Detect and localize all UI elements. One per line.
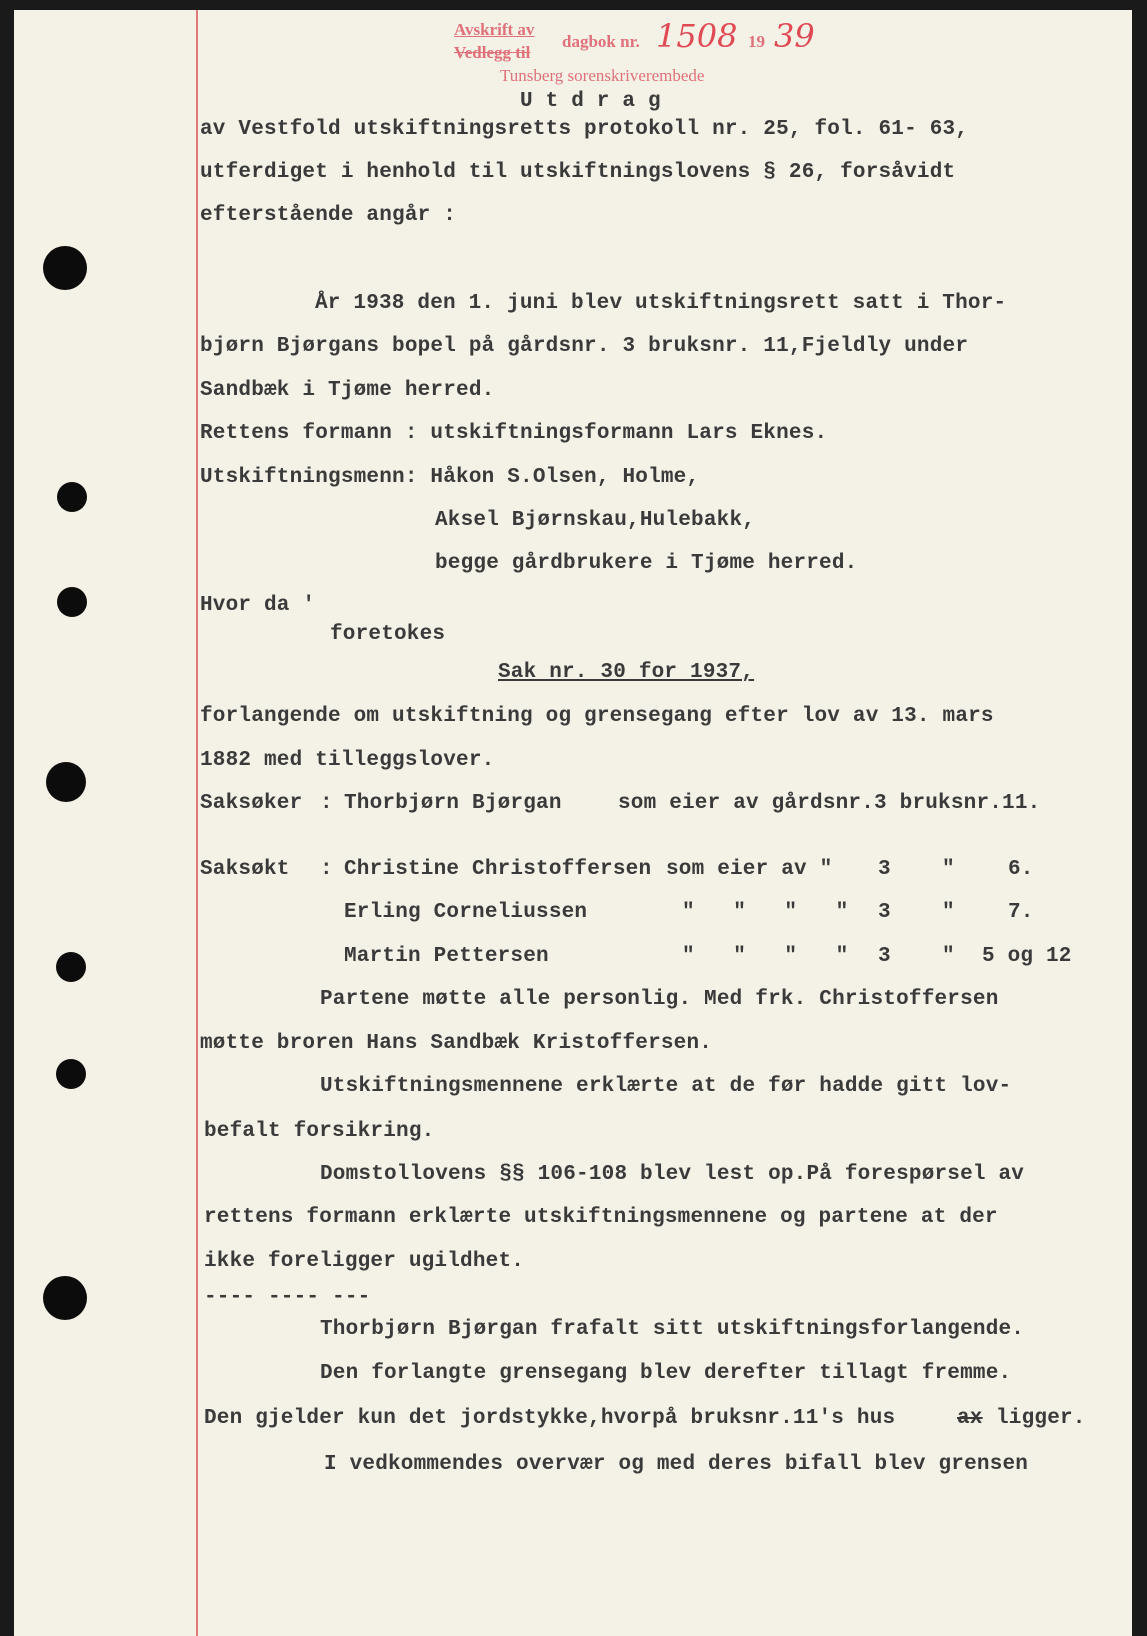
separator: :	[320, 792, 333, 815]
body-line: rettens formann erklærte utskiftningsmennene og partene at der	[204, 1206, 998, 1229]
stamp-copy-of: Avskrift av	[454, 20, 535, 39]
ditto-mark: "	[942, 945, 955, 968]
defendant-gnr: 3	[878, 858, 891, 881]
plaintiff-name: Thorbjørn Bjørgan	[344, 792, 562, 815]
year-suffix: 39	[774, 17, 815, 55]
defendant-owns: som eier av "	[666, 858, 833, 881]
year-prefix: 19	[748, 32, 765, 51]
stamp-office: Tunsberg sorenskriverembede	[500, 66, 705, 85]
stamp-journal-label: dagbok nr.	[562, 32, 640, 51]
body-line: Den gjelder kun det jordstykke,hvorpå bruksnr.11's hus	[204, 1407, 896, 1430]
body-line: møtte broren Hans Sandbæk Kristoffersen.	[200, 1032, 713, 1055]
punch-hole	[43, 1276, 87, 1320]
punch-hole	[57, 587, 87, 617]
struck-text: ax	[957, 1407, 983, 1430]
body-line: Thorbjørn Bjørgan frafalt sitt utskiftningsforlangende.	[320, 1318, 1025, 1341]
separator: :	[320, 858, 333, 881]
body-line: Domstollovens §§ 106-108 blev lest op.På forespørsel av	[320, 1163, 1025, 1186]
case-desc-line: forlangende om utskiftning og grensegang efter lov av 13. mars	[200, 705, 994, 728]
intro-line: efterstående angår :	[200, 204, 457, 227]
journal-number: 1508	[656, 17, 738, 55]
defendant-name: Martin Pettersen	[344, 945, 549, 968]
margin-line	[196, 10, 198, 1636]
punch-hole	[43, 246, 87, 290]
held-line: foretokes	[330, 623, 446, 646]
defendant-name: Christine Christoffersen	[344, 858, 652, 881]
members-line: begge gårdbrukere i Tjøme herred.	[435, 552, 858, 575]
defendant-bnr: 5 og 12	[982, 945, 1072, 968]
meeting-line: År 1938 den 1. juni blev utskiftningsrett satt i Thor-	[315, 292, 1007, 315]
document-title: U t d r a g	[520, 90, 661, 113]
body-line: Partene møtte alle personlig. Med frk. Christoffersen	[320, 988, 999, 1011]
defendant-bnr: 7.	[1008, 901, 1034, 924]
meeting-line: bjørn Bjørgans bopel på gårdsnr. 3 bruksnr. 11,Fjeldly under	[200, 335, 969, 358]
defendant-owns: " " " "	[682, 945, 849, 968]
document-page	[14, 10, 1132, 1636]
body-line: I vedkommendes overvær og med deres bifall blev grensen	[324, 1453, 1029, 1476]
plaintiff-label: Saksøker	[200, 792, 303, 815]
plaintiff-property: som eier av gårdsnr.3 bruksnr.11.	[618, 792, 1041, 815]
stamp-attachment-to: Vedlegg til	[454, 43, 531, 62]
ditto-mark: "	[942, 858, 955, 881]
body-line: ligger.	[996, 1407, 1086, 1430]
defendant-bnr: 6.	[1008, 858, 1034, 881]
punch-hole	[56, 952, 86, 982]
meeting-line: Sandbæk i Tjøme herred.	[200, 379, 495, 402]
defendants-label: Saksøkt	[200, 858, 290, 881]
punch-hole	[56, 1059, 86, 1089]
intro-line: av Vestfold utskiftningsretts protokoll nr. 25, fol. 61- 63,	[200, 118, 969, 141]
separator-dashes: ---- ---- ---	[204, 1286, 371, 1309]
defendant-gnr: 3	[878, 945, 891, 968]
case-desc-line: 1882 med tilleggslover.	[200, 749, 495, 772]
defendant-gnr: 3	[878, 901, 891, 924]
body-line: Utskiftningsmennene erklærte at de før hadde gitt lov-	[320, 1075, 1012, 1098]
punch-hole	[57, 482, 87, 512]
body-line: ikke foreligger ugildhet.	[204, 1250, 525, 1273]
members-line: Aksel Bjørnskau,Hulebakk,	[435, 509, 756, 532]
ditto-mark: "	[942, 901, 955, 924]
defendant-owns: " " " "	[682, 901, 849, 924]
members-line: Utskiftningsmenn: Håkon S.Olsen, Holme,	[200, 466, 700, 489]
chair-line: Rettens formann : utskiftningsformann Lars Eknes.	[200, 422, 828, 445]
where-line: Hvor da '	[200, 594, 316, 617]
body-line: befalt forsikring.	[204, 1120, 435, 1143]
defendant-name: Erling Corneliussen	[344, 901, 588, 924]
case-title: Sak nr. 30 for 1937,	[498, 661, 755, 684]
body-line: Den forlangte grensegang blev derefter tillagt fremme.	[320, 1362, 1012, 1385]
intro-line: utferdiget i henhold til utskiftningslovens § 26, forsåvidt	[200, 161, 956, 184]
punch-hole	[46, 762, 86, 802]
